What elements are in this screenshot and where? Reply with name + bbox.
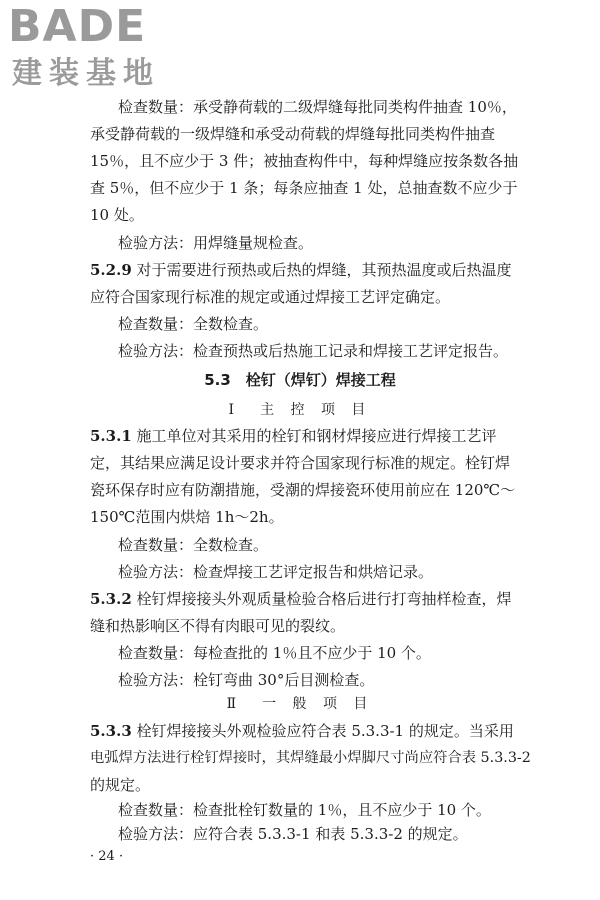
- text-line: 检查数量：每检查批的 1％且不应少于 10 个。: [118, 644, 431, 662]
- clause-text: 施工单位对其采用的栓钉和钢材焊接应进行焊接工艺评: [136, 427, 497, 445]
- clause-number: 5.3.3: [90, 722, 132, 740]
- text-line: 检查数量：承受静荷载的二级焊缝每批同类构件抽查 10％，: [118, 98, 517, 116]
- text-line: 10 处。: [90, 206, 144, 224]
- clause-text: 栓钉焊接接头外观质量检验合格后进行打弯抽样检查，焊: [136, 590, 512, 608]
- watermark-subtitle: 建装基地: [12, 56, 160, 91]
- section-heading: 5.3 栓钉（焊钉）焊接工程: [204, 371, 396, 389]
- clause-5-3-3: [90, 721, 514, 741]
- clause-text: 对于需要进行预热或后热的焊缝，其预热温度或后热温度: [136, 261, 512, 279]
- text-line: 检查数量：全数检查。: [118, 536, 269, 554]
- clause-text: 栓钉焊接接头外观检验应符合表 5.3.3-1 的规定。当采用: [136, 722, 514, 740]
- subsection-heading: Ⅱ 一 般 项 目: [226, 696, 374, 712]
- text-line: 检验方法：用焊缝量规检查。: [118, 234, 314, 252]
- text-line: 查 5％，但不应少于 1 条；每条应抽查 1 处，总抽查数不应少于: [90, 179, 518, 197]
- text-line: 检验方法：应符合表 5.3.3-1 和表 5.3.3-2 的规定。: [118, 825, 468, 843]
- clause-number: 5.3.2: [90, 590, 132, 608]
- text-line: 承受静荷载的一级焊缝和承受动荷载的焊缝每批同类构件抽查: [90, 125, 496, 143]
- text-line: 15％，且不应少于 3 件；被抽查构件中，每种焊缝应按条数各抽: [90, 152, 519, 170]
- text-line: 150℃范围内烘焙 1h～2h。: [90, 508, 284, 526]
- text-line: 缝和热影响区不得有肉眼可见的裂纹。: [90, 617, 346, 635]
- page-number: · 24 ·: [90, 849, 124, 864]
- clause-number: 5.3.1: [90, 427, 132, 445]
- text-line: 定，其结果应满足设计要求并符合国家现行标准的规定。栓钉焊: [90, 454, 511, 472]
- text-line: 电弧焊方法进行栓钉焊接时，其焊缝最小焊脚尺寸尚应符合表 5.3.3-2: [90, 750, 531, 766]
- text-line: 检查数量：全数检查。: [118, 315, 269, 333]
- text-line: 的规定。: [90, 776, 151, 794]
- text-line: 检查数量：检查批栓钉数量的 1％，且不应少于 10 个。: [118, 801, 491, 819]
- text-line: 应符合国家现行标准的规定或通过焊接工艺评定确定。: [90, 288, 451, 306]
- clause-5-3-1: [90, 426, 497, 446]
- clause-5-3-2: [90, 589, 512, 609]
- text-line: 瓷环保存时应有防潮措施，受潮的焊接瓷环使用前应在 120℃～: [90, 481, 516, 499]
- subsection-heading: Ⅰ 主 控 项 目: [228, 402, 372, 418]
- watermark-brand: BADE: [8, 1, 147, 52]
- text-line: 检验方法：检查预热或后热施工记录和焊接工艺评定报告。: [118, 342, 509, 360]
- text-line: 检验方法：检查焊接工艺评定报告和烘焙记录。: [118, 563, 434, 581]
- text-line: 检验方法：栓钉弯曲 30°后目测检查。: [118, 671, 375, 689]
- clause-5-2-9: [90, 260, 512, 280]
- clause-number: 5.2.9: [90, 261, 132, 279]
